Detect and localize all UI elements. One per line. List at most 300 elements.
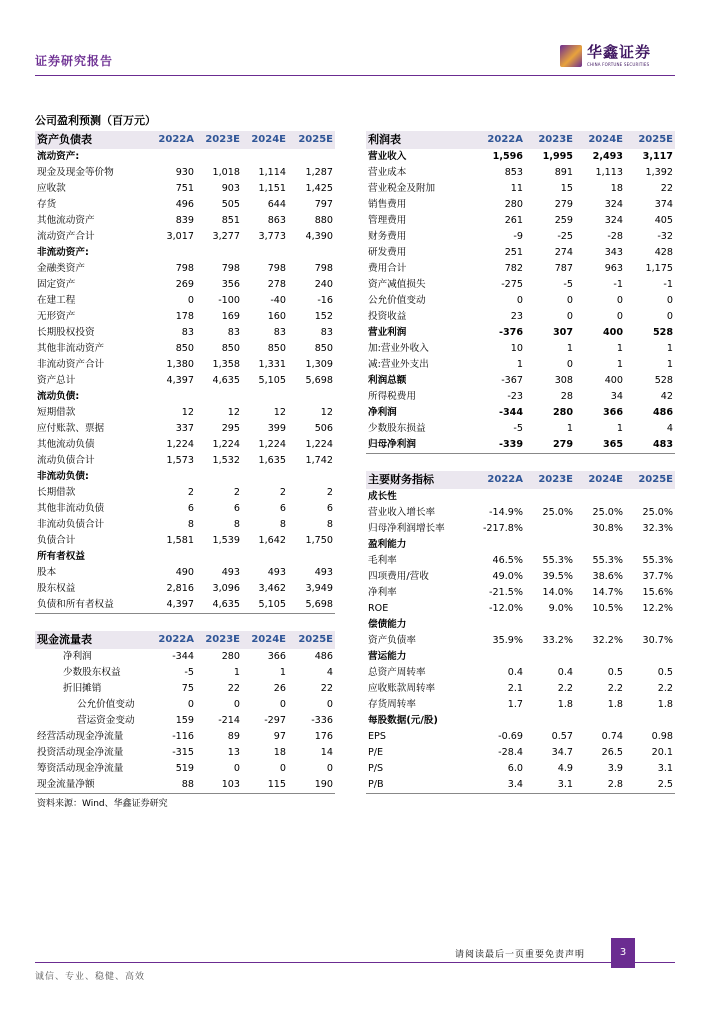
row-label: 经营活动现金净流量 <box>37 731 124 742</box>
row-label: 应付账款、票据 <box>37 423 105 434</box>
cell-value: -100 <box>218 295 240 306</box>
table-header-row <box>35 631 335 649</box>
row-label: 费用合计 <box>368 263 407 274</box>
cell-value: 35.9% <box>492 635 523 646</box>
cell-value: 1,358 <box>212 359 240 370</box>
cell-value: 405 <box>654 215 673 226</box>
table-row <box>366 405 675 421</box>
cell-value: 850 <box>175 343 194 354</box>
column-header: 2025E <box>625 471 675 489</box>
cell-value: 97 <box>273 731 286 742</box>
cell-value: 493 <box>221 567 240 578</box>
row-label: 资产总计 <box>37 375 76 386</box>
cell-value: 37.7% <box>642 571 673 582</box>
cell-value: 8 <box>233 519 240 530</box>
table-row <box>35 357 335 373</box>
cell-value: 853 <box>504 167 523 178</box>
cell-value <box>288 149 335 165</box>
cell-value: 15 <box>560 183 573 194</box>
cell-value: 1,750 <box>305 535 333 546</box>
table-row <box>366 357 675 373</box>
cell-value: -275 <box>501 279 523 290</box>
column-header: 2022A <box>150 131 196 149</box>
cell-value: 1,151 <box>258 183 286 194</box>
logo-text: 华鑫证券 <box>587 43 652 61</box>
row-label: 公允价值变动 <box>77 699 135 710</box>
table-row <box>35 437 335 453</box>
table-row <box>35 197 335 213</box>
cell-value <box>150 389 196 405</box>
company-logo <box>560 44 672 72</box>
cell-value: -376 <box>498 327 523 338</box>
cell-value: 3,949 <box>305 583 333 594</box>
cell-value: 1 <box>279 667 286 678</box>
cell-value: 1,114 <box>258 167 286 178</box>
cell-value: 1,573 <box>166 455 194 466</box>
logo-subtext: CHINA FORTUNE SECURITIES <box>587 62 650 67</box>
cell-value: 295 <box>221 423 240 434</box>
table-title: 利润表 <box>366 131 475 149</box>
cell-value: 528 <box>654 375 673 386</box>
cell-value: 0 <box>666 295 673 306</box>
table-row <box>366 229 675 245</box>
table-row <box>35 229 335 245</box>
cell-value: 5,698 <box>305 375 333 386</box>
cell-value <box>575 489 625 505</box>
row-label: 净利润 <box>368 407 397 418</box>
cell-value: 23 <box>510 311 523 322</box>
cell-value: 1.8 <box>607 699 623 710</box>
row-label: 营业税金及附加 <box>368 183 436 194</box>
cell-value: 528 <box>652 327 673 338</box>
row-label: 非流动资产合计 <box>37 359 105 370</box>
cell-value: 5,698 <box>288 597 335 614</box>
cell-value: 1 <box>616 359 623 370</box>
cell-value: 8 <box>326 519 333 530</box>
table-row <box>35 421 335 437</box>
cell-value: 0.98 <box>651 731 673 742</box>
cell-value: 0 <box>326 699 333 710</box>
cell-value: 4 <box>326 667 333 678</box>
cell-value: 152 <box>314 311 333 322</box>
cell-value <box>242 389 288 405</box>
column-header: 2022A <box>475 131 525 149</box>
cell-value <box>196 549 242 565</box>
cell-value: 307 <box>552 327 573 338</box>
cell-value: 5,105 <box>242 597 288 614</box>
column-header: 2022A <box>150 631 196 649</box>
cell-value: 486 <box>314 651 333 662</box>
cell-value: -23 <box>507 391 523 402</box>
row-label: 流动负债: <box>37 391 80 402</box>
cell-value: 88 <box>150 777 196 794</box>
table-title: 现金流量表 <box>35 631 150 649</box>
cell-value: 798 <box>267 263 286 274</box>
row-label: 现金及现金等价物 <box>37 167 114 178</box>
cell-value: -344 <box>172 651 194 662</box>
cell-value <box>150 549 196 565</box>
row-label: 其他流动资产 <box>37 215 95 226</box>
cell-value: -344 <box>498 407 523 418</box>
cell-value <box>475 649 525 665</box>
column-header: 2023E <box>525 131 575 149</box>
cell-value: 1,331 <box>258 359 286 370</box>
cell-value: 4 <box>666 423 673 434</box>
cell-value: 274 <box>554 247 573 258</box>
cell-value <box>288 389 335 405</box>
cell-value: 337 <box>175 423 194 434</box>
row-label: 净利润 <box>63 651 92 662</box>
table-row <box>366 617 675 633</box>
cell-value: 2.2 <box>657 683 673 694</box>
table-row <box>366 553 675 569</box>
cell-value: 12 <box>227 407 240 418</box>
cell-value: 797 <box>314 199 333 210</box>
table-row <box>35 761 335 777</box>
cell-value: 10 <box>510 343 523 354</box>
cell-value: -14.9% <box>489 507 523 518</box>
cell-value: 850 <box>267 343 286 354</box>
cell-value: 324 <box>604 199 623 210</box>
cell-value: 1,175 <box>645 263 673 274</box>
cell-value: 4.9 <box>557 763 573 774</box>
table-row <box>35 665 335 681</box>
cell-value <box>242 149 288 165</box>
cell-value: 13 <box>227 747 240 758</box>
cell-value: -1 <box>663 279 673 290</box>
row-label: 营业利润 <box>368 327 407 338</box>
cell-value: 374 <box>654 199 673 210</box>
cell-value: 1 <box>566 423 573 434</box>
table-row <box>366 777 675 794</box>
cell-value: 280 <box>504 199 523 210</box>
cell-value: 506 <box>314 423 333 434</box>
table-row <box>366 745 675 761</box>
row-label: 投资活动现金净流量 <box>37 747 124 758</box>
cell-value: 30.7% <box>642 635 673 646</box>
cell-value: 4,635 <box>196 597 242 614</box>
cell-value: 787 <box>554 263 573 274</box>
column-header: 2024E <box>242 631 288 649</box>
cell-value: 3.1 <box>657 763 673 774</box>
cell-value: 39.5% <box>542 571 573 582</box>
cell-value <box>475 537 525 553</box>
row-label: 股东权益 <box>37 583 76 594</box>
disclaimer-link[interactable]: 请阅读最后一页重要免责声明 <box>455 950 586 960</box>
cell-value: 34 <box>610 391 623 402</box>
cell-value: 1 <box>666 343 673 354</box>
cell-value: 169 <box>221 311 240 322</box>
cell-value: 308 <box>554 375 573 386</box>
cell-value: 278 <box>267 279 286 290</box>
cell-value: 851 <box>221 215 240 226</box>
cell-value: 1,995 <box>542 151 573 162</box>
table-row <box>366 633 675 649</box>
cell-value: 1,224 <box>258 439 286 450</box>
cell-value: 490 <box>175 567 194 578</box>
table-row <box>366 261 675 277</box>
cell-value: 505 <box>221 199 240 210</box>
row-label: P/B <box>366 777 475 794</box>
cell-value: -28.4 <box>498 747 523 758</box>
row-label: 少数股东损益 <box>368 423 426 434</box>
column-header: 2024E <box>575 131 625 149</box>
table-row <box>35 549 335 565</box>
cell-value <box>288 549 335 565</box>
cell-value: 1,392 <box>645 167 673 178</box>
row-label: 所得税费用 <box>368 391 416 402</box>
cell-value: 1,113 <box>595 167 623 178</box>
footer-divider <box>35 962 675 963</box>
cell-value <box>525 713 575 729</box>
table-row <box>35 149 335 165</box>
cell-value: 240 <box>314 279 333 290</box>
cell-value <box>196 149 242 165</box>
cell-value: 0 <box>616 295 623 306</box>
table-row <box>366 729 675 745</box>
cell-value: 12.2% <box>642 603 673 614</box>
row-label: 固定资产 <box>37 279 76 290</box>
cell-value: 850 <box>221 343 240 354</box>
cell-value: 2 <box>233 487 240 498</box>
cell-value: 279 <box>525 437 575 454</box>
cell-value: 30.8% <box>592 523 623 534</box>
table-row <box>35 453 335 469</box>
row-label: P/E <box>368 747 384 758</box>
cell-value: 3,117 <box>642 151 673 162</box>
report-type-label: 证券研究报告 <box>35 54 114 68</box>
row-label: 减:营业外支出 <box>368 359 429 370</box>
cell-value: 493 <box>267 567 286 578</box>
row-label: 流动资产合计 <box>37 231 95 242</box>
table-row <box>366 505 675 521</box>
column-header: 2024E <box>575 471 625 489</box>
row-label: 营运资金变动 <box>77 715 135 726</box>
cell-value: 259 <box>554 215 573 226</box>
cell-value: 798 <box>314 263 333 274</box>
table-title: 主要财务指标 <box>366 471 475 489</box>
row-label: 流动资产: <box>37 151 80 162</box>
table-row <box>366 293 675 309</box>
cell-value: 115 <box>242 777 288 794</box>
cell-value: 280 <box>552 407 573 418</box>
table-row <box>35 581 335 597</box>
cell-value <box>625 617 675 633</box>
row-label: 应收款 <box>37 183 66 194</box>
table-row <box>366 197 675 213</box>
table-row <box>366 149 675 165</box>
table-row <box>35 165 335 181</box>
cell-value: 251 <box>504 247 523 258</box>
row-label: 其他非流动负债 <box>37 503 105 514</box>
cell-value: 4,397 <box>150 597 196 614</box>
cell-value: -25 <box>557 231 573 242</box>
table-row <box>35 501 335 517</box>
row-label: 资产减值损失 <box>368 279 426 290</box>
table-row <box>35 293 335 309</box>
row-label: 营业收入增长率 <box>368 507 436 518</box>
cell-value: 1 <box>666 359 673 370</box>
cell-value: 850 <box>314 343 333 354</box>
table-row <box>35 517 335 533</box>
cell-value <box>475 713 525 729</box>
cell-value: 83 <box>320 327 333 338</box>
row-label: 股本 <box>37 567 57 578</box>
row-label: 所有者权益 <box>37 551 85 562</box>
cell-value: -367 <box>501 375 523 386</box>
cell-value: 6 <box>187 503 194 514</box>
table-header-row <box>35 131 335 149</box>
cell-value: 1,635 <box>258 455 286 466</box>
cash-flow-table <box>35 631 335 794</box>
cell-value: 2,493 <box>592 151 623 162</box>
cell-value: 0 <box>187 699 194 710</box>
financial-ratios-table <box>366 471 675 794</box>
cell-value: 366 <box>267 651 286 662</box>
row-label: 加:营业外收入 <box>368 343 429 354</box>
table-row <box>35 565 335 581</box>
cell-value: 42 <box>660 391 673 402</box>
table-row <box>35 373 335 389</box>
row-label: 财务费用 <box>368 231 407 242</box>
row-label: 公允价值变动 <box>368 295 426 306</box>
cell-value: 20.1 <box>651 747 673 758</box>
cell-value: 486 <box>652 407 673 418</box>
cell-value: -5 <box>563 279 573 290</box>
table-row <box>35 277 335 293</box>
cell-value: 1,539 <box>212 535 240 546</box>
cell-value <box>625 489 675 505</box>
cell-value <box>150 149 196 165</box>
row-label: 非流动负债: <box>37 471 89 482</box>
cell-value: -336 <box>311 715 333 726</box>
cell-value: 6 <box>279 503 286 514</box>
row-label: 总资产周转率 <box>368 667 426 678</box>
cell-value: 6 <box>326 503 333 514</box>
table-title: 资产负债表 <box>35 131 150 149</box>
cell-value: 1,224 <box>305 439 333 450</box>
table-row <box>35 325 335 341</box>
cell-value <box>196 389 242 405</box>
row-label: 应收账款周转率 <box>368 683 436 694</box>
table-row <box>366 569 675 585</box>
cell-value: 12 <box>273 407 286 418</box>
cell-value: -297 <box>264 715 286 726</box>
section-title: 公司盈利预测（百万元） <box>35 114 156 127</box>
cell-value: 399 <box>267 423 286 434</box>
row-label: 少数股东权益 <box>63 667 121 678</box>
column-header: 2025E <box>625 131 675 149</box>
cell-value: 2 <box>279 487 286 498</box>
cell-value: 32.3% <box>642 523 673 534</box>
cell-value: 1 <box>616 423 623 434</box>
table-row <box>35 597 335 614</box>
page-number: 3 <box>611 938 635 968</box>
table-row <box>366 665 675 681</box>
cell-value <box>242 549 288 565</box>
table-row <box>35 745 335 761</box>
cell-value: 11 <box>510 183 523 194</box>
table-row <box>35 485 335 501</box>
table-row <box>366 697 675 713</box>
cell-value: 9.0% <box>548 603 573 614</box>
cell-value: 2.5 <box>625 777 675 794</box>
cell-value: 10.5% <box>592 603 623 614</box>
table-row <box>35 389 335 405</box>
cell-value: 46.5% <box>492 555 523 566</box>
cell-value: 38.6% <box>592 571 623 582</box>
cell-value: -315 <box>172 747 194 758</box>
cell-value: 483 <box>625 437 675 454</box>
cell-value <box>525 489 575 505</box>
cell-value <box>575 537 625 553</box>
table-row <box>35 245 335 261</box>
cell-value: 280 <box>221 651 240 662</box>
cell-value: 0.74 <box>601 731 623 742</box>
row-label: 流动负债合计 <box>37 455 95 466</box>
cell-value: 0 <box>233 763 240 774</box>
cell-value: 12 <box>181 407 194 418</box>
table-row <box>35 533 335 549</box>
table-row <box>35 713 335 729</box>
cell-value: 1,380 <box>166 359 194 370</box>
cell-value <box>288 245 335 261</box>
cell-value: 83 <box>227 327 240 338</box>
cell-value: 903 <box>221 183 240 194</box>
column-header: 2024E <box>242 131 288 149</box>
cell-value: 279 <box>554 199 573 210</box>
cell-value: 880 <box>314 215 333 226</box>
column-header: 2023E <box>196 631 242 649</box>
table-header-row <box>366 131 675 149</box>
cell-value: 1 <box>516 359 523 370</box>
cell-value: 3,017 <box>166 231 194 242</box>
cell-value: 1,224 <box>166 439 194 450</box>
cell-value: 0 <box>566 295 573 306</box>
cell-value: 0.5 <box>607 667 623 678</box>
cell-value: 4,397 <box>166 375 194 386</box>
cell-value: 1.8 <box>657 699 673 710</box>
row-label: 营运能力 <box>368 651 407 662</box>
row-label: ROE <box>368 603 389 614</box>
cell-value: 22 <box>320 683 333 694</box>
company-motto: 诚信、专业、稳健、高效 <box>35 972 146 982</box>
cell-value: -40 <box>270 295 286 306</box>
cell-value: 75 <box>181 683 194 694</box>
table-row <box>35 649 335 665</box>
cell-value: 103 <box>196 777 242 794</box>
cell-value: 751 <box>175 183 194 194</box>
cell-value: 930 <box>175 167 194 178</box>
cell-value: 400 <box>604 375 623 386</box>
table-row <box>366 761 675 777</box>
cell-value: 0 <box>187 295 194 306</box>
row-label: 非流动负债合计 <box>37 519 105 530</box>
cell-value: 2.2 <box>557 683 573 694</box>
cell-value: 18 <box>273 747 286 758</box>
row-label: 投资收益 <box>368 311 407 322</box>
cell-value: 0 <box>326 763 333 774</box>
cell-value: 3,277 <box>212 231 240 242</box>
cell-value: 25.0% <box>642 507 673 518</box>
row-label: 非流动资产: <box>37 247 89 258</box>
table-row <box>35 469 335 485</box>
cell-value: 3.4 <box>475 777 525 794</box>
table-row <box>35 261 335 277</box>
balance-sheet-table <box>35 131 335 614</box>
cell-value: 798 <box>221 263 240 274</box>
row-label: 净利率 <box>368 587 397 598</box>
